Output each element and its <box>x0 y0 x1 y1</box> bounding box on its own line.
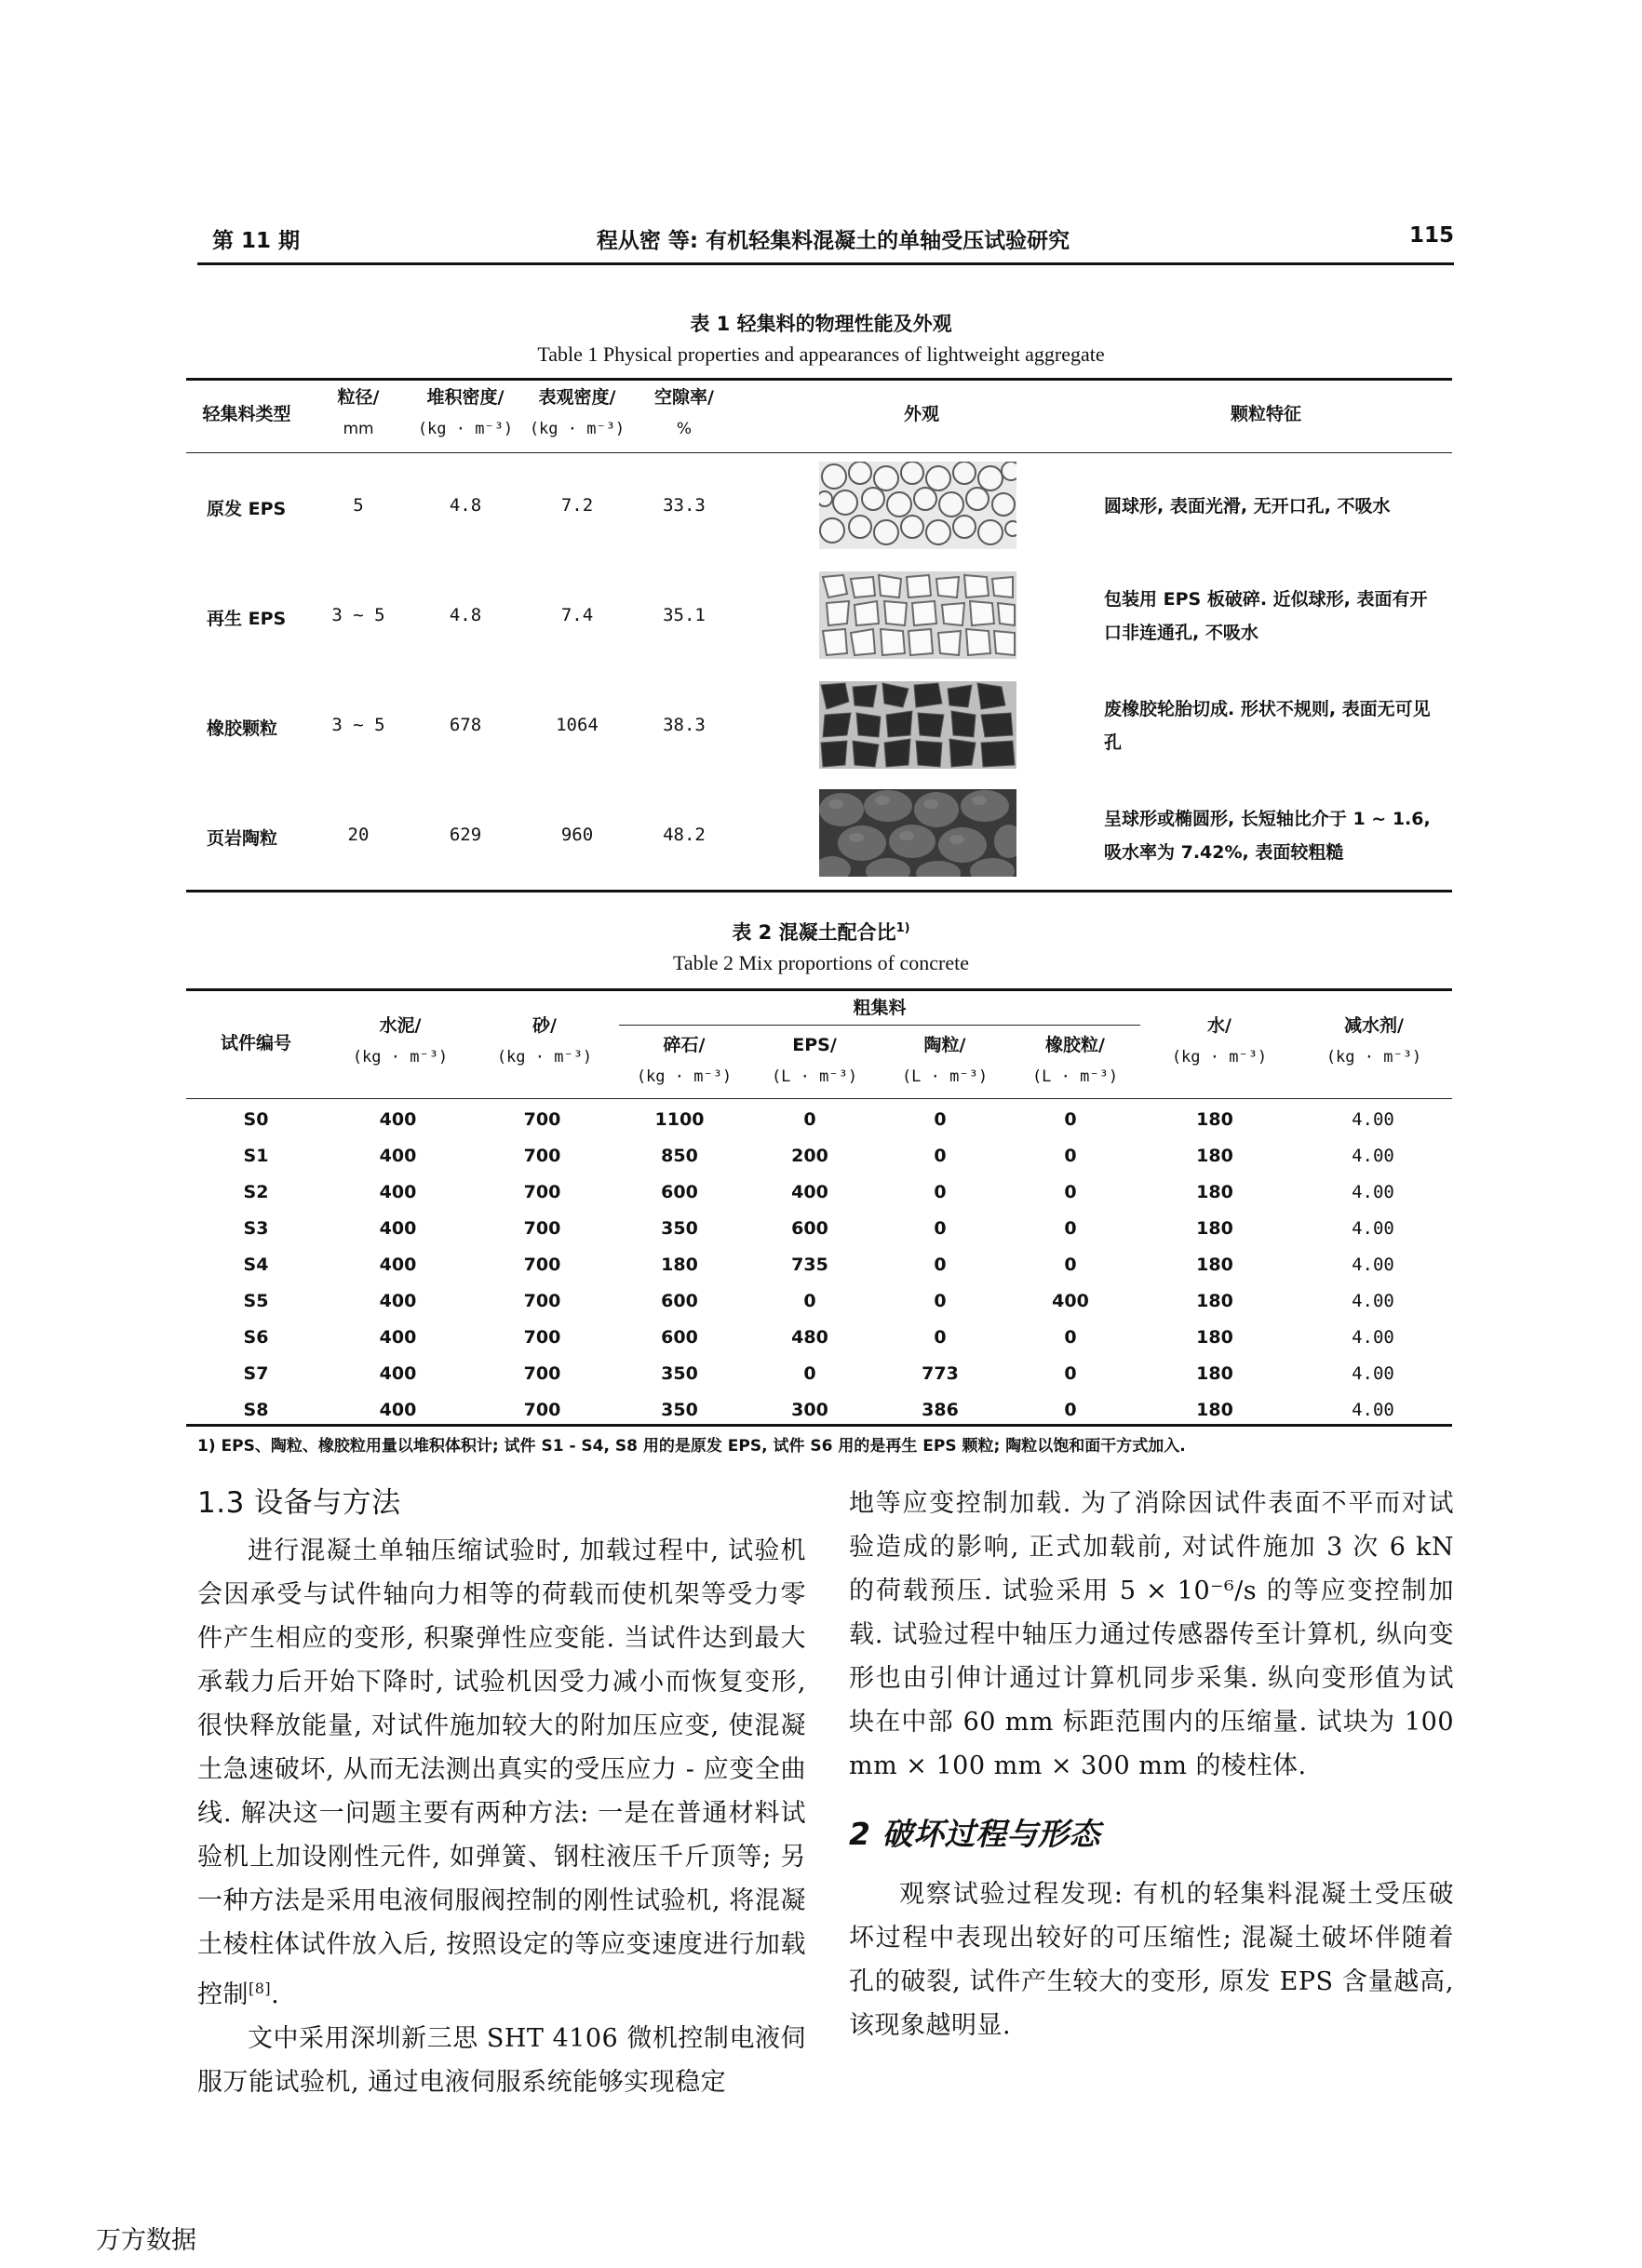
t1-header-size-name: 粒径/ <box>337 387 380 408</box>
table-cell: 4.00 <box>1352 1399 1394 1420</box>
t2-header-cement-unit: (kg · m⁻³) <box>352 1048 449 1067</box>
table-cell: 400 <box>791 1181 828 1202</box>
table-cell: 600 <box>791 1217 828 1239</box>
table-cell: S1 <box>243 1145 269 1166</box>
table-row <box>186 1246 1452 1282</box>
table-cell: 700 <box>523 1254 561 1275</box>
table-cell: 700 <box>523 1145 561 1166</box>
header-rule <box>197 262 1454 265</box>
t1-header-apparent-name: 表观密度/ <box>538 387 616 408</box>
t2-header-gravel-name: 碎石/ <box>663 1035 706 1055</box>
right-paragraph-2: 观察试验过程发现: 有机的轻集料混凝土受压破坏过程中表现出较好的可压缩性; 混凝土破坏伴随着孔的破裂, 试件产生较大的变形, 原发 EPS 含量越高, 该现象越明显. <box>849 1880 1454 2040</box>
table-cell: 700 <box>523 1326 561 1348</box>
t1-row-void: 38.3 <box>663 715 706 735</box>
t2-header-gravel-unit: (kg · m⁻³) <box>636 1067 733 1086</box>
t1-row-void: 33.3 <box>663 495 706 516</box>
table-cell: 180 <box>1196 1181 1233 1202</box>
table1-caption-en: Table 1 Physical properties and appearances of lightweight aggregate <box>537 342 1105 366</box>
table-cell: 700 <box>523 1181 561 1202</box>
table-cell: 0 <box>1064 1181 1077 1202</box>
t1-row-type: 橡胶颗粒 <box>207 718 278 739</box>
table-cell: 480 <box>791 1326 828 1348</box>
table-cell: 400 <box>379 1254 417 1275</box>
table-cell: 200 <box>791 1145 828 1166</box>
t2-header-id: 试件编号 <box>220 1033 291 1053</box>
t2-header-water-name: 水/ <box>1207 1015 1232 1036</box>
table1-caption-zh: 表 1 轻集料的物理性能及外观 <box>690 313 952 335</box>
table-cell: 350 <box>661 1399 698 1420</box>
t1-row-bulk: 4.8 <box>449 495 482 516</box>
eps-recycled-photo <box>819 571 1016 659</box>
table2-top-rule <box>186 988 1452 991</box>
table-cell: S0 <box>243 1108 269 1130</box>
t1-header-bulk <box>410 382 521 445</box>
table-cell: 600 <box>661 1326 698 1348</box>
table2-caption-zh <box>0 918 1642 946</box>
left-paragraph-2: 文中采用深圳新三思 SHT 4106 微机控制电液伺服万能试验机, 通过电液伺服系统能够实现稳定 <box>197 2024 806 2097</box>
table-cell: 700 <box>523 1217 561 1239</box>
table-cell: 700 <box>523 1108 561 1130</box>
t1-row-size: 20 <box>347 825 370 845</box>
table-cell: 4.00 <box>1352 1217 1394 1239</box>
t1-header-size <box>316 382 400 445</box>
t2-header-reducer <box>1296 1010 1452 1073</box>
t1-row-type: 原发 EPS <box>207 499 287 519</box>
table-cell: 400 <box>1052 1290 1089 1311</box>
table-cell: 4.00 <box>1352 1362 1394 1384</box>
table-cell: 400 <box>379 1108 417 1130</box>
table-cell: 400 <box>379 1290 417 1311</box>
table-cell: 180 <box>661 1254 698 1275</box>
table-cell: 4.00 <box>1352 1108 1394 1130</box>
table-cell: 400 <box>379 1217 417 1239</box>
table-cell: 735 <box>791 1254 828 1275</box>
t1-header-void-name: 空隙率/ <box>654 387 714 408</box>
left-paragraph-1-end: . <box>271 1980 280 2009</box>
table-cell: 0 <box>934 1326 947 1348</box>
table-cell: 180 <box>1196 1326 1233 1348</box>
table-cell: 4.00 <box>1352 1326 1394 1348</box>
t2-header-ceramsite <box>880 1029 1010 1093</box>
table-cell: 4.00 <box>1352 1254 1394 1275</box>
table-cell: 180 <box>1196 1399 1233 1420</box>
t1-row-size: 3 ~ 5 <box>331 715 385 735</box>
right-column <box>849 1482 1454 2047</box>
t1-row-feature: 呈球形或椭圆形, 长短轴比介于 1 ~ 1.6, 吸水率为 7.42%, 表面较粗糙 <box>1104 809 1431 863</box>
table-cell: 700 <box>523 1362 561 1384</box>
table-cell: 1100 <box>654 1108 705 1130</box>
t2-header-sand <box>475 1010 614 1073</box>
table-row <box>186 1210 1452 1246</box>
t1-row-type: 页岩陶粒 <box>207 828 278 849</box>
table-cell: 400 <box>379 1399 417 1420</box>
table-cell: S7 <box>243 1362 269 1384</box>
table-cell: 600 <box>661 1290 698 1311</box>
table-cell: S5 <box>243 1290 269 1311</box>
table-cell: 300 <box>791 1399 828 1420</box>
section-1-3-heading: 1.3 设备与方法 <box>197 1486 401 1520</box>
t1-header-size-unit: mm <box>343 420 374 438</box>
left-column <box>197 1482 806 2104</box>
table-row <box>186 1391 1452 1428</box>
t2-body <box>186 1101 1452 1428</box>
t2-header-cement <box>330 1010 470 1073</box>
table-cell: 0 <box>1064 1217 1077 1239</box>
t1-row-feature: 圆球形, 表面光滑, 无开口孔, 不吸水 <box>1104 496 1391 517</box>
t2-header-eps-name: EPS/ <box>792 1035 837 1055</box>
table-cell: 350 <box>661 1217 698 1239</box>
table-cell: 4.00 <box>1352 1181 1394 1202</box>
t1-header-bulk-unit: (kg · m⁻³) <box>417 420 514 438</box>
t1-row-apparent: 1064 <box>556 715 599 735</box>
t2-header-sand-unit: (kg · m⁻³) <box>496 1048 593 1067</box>
table-cell: 0 <box>1064 1399 1077 1420</box>
t1-header-apparent-unit: (kg · m⁻³) <box>529 420 626 438</box>
t1-row-type: 再生 EPS <box>207 609 287 629</box>
t2-header-rubber <box>1010 1029 1140 1093</box>
table-cell: 386 <box>922 1399 959 1420</box>
table-cell: 0 <box>803 1108 816 1130</box>
table-row <box>186 1137 1452 1174</box>
issue-number: 第 11 期 <box>212 229 301 253</box>
wanfang-watermark: 万方数据 <box>96 2226 196 2255</box>
table-cell: 0 <box>1064 1145 1077 1166</box>
t1-row-bulk: 629 <box>449 825 482 845</box>
table-row <box>186 1101 1452 1137</box>
t2-header-reducer-name: 减水剂/ <box>1344 1015 1404 1036</box>
t2-header-cement-name: 水泥/ <box>379 1015 422 1036</box>
table-cell: S8 <box>243 1399 269 1420</box>
table-cell: 180 <box>1196 1217 1233 1239</box>
table2-footnote: 1) EPS、陶粒、橡胶粒用量以堆积体积计; 试件 S1 - S4, S8 用的是原发 EPS, 试件 S6 用的是再生 EPS 颗粒; 陶粒以饱和面干方式加入. <box>197 1437 1186 1456</box>
t2-header-coarse: 粗集料 <box>853 998 907 1018</box>
t1-header-bulk-name: 堆积密度/ <box>426 387 505 408</box>
t1-row-void: 48.2 <box>663 825 706 845</box>
t1-row-size: 5 <box>353 495 364 516</box>
table-cell: S3 <box>243 1217 269 1239</box>
table-row <box>186 1319 1452 1355</box>
table-cell: 180 <box>1196 1290 1233 1311</box>
t2-header-rubber-unit: (L · m⁻³) <box>1031 1067 1119 1086</box>
eps-original-photo <box>819 462 1016 549</box>
t1-row-apparent: 960 <box>560 825 594 845</box>
table-cell: 773 <box>922 1362 959 1384</box>
left-paragraph-1-text: 进行混凝土单轴压缩试验时, 加载过程中, 试验机会因承受与试件轴向力相等的荷载而使机架等受力零件产生相应的变形, 积聚弹性应变能. 当试件达到最大承载力后开始下降时, 试验机因受力减小而恢复变形, 很快释放能量, 对试件施加较大的附加压应变, 使混凝土急速破坏, 从而无法测出真实的受压应力 - 应变全曲线. 解决这一问题主要有两种方法: 一是在普通材料试验机上加设刚性元件, 如弹簧、钢柱液压千斤顶等; 另一种方法是采用电液伺服阀控制的刚性试验机, 将混凝土棱柱体试件放入后, 按照设定的等应变速度进行加载控制 <box>197 1537 806 2009</box>
t1-row-bulk: 678 <box>449 715 482 735</box>
table-row <box>186 1282 1452 1319</box>
table1-top-rule <box>186 378 1452 381</box>
table1-bottom-rule <box>186 890 1452 892</box>
table-cell: 0 <box>1064 1254 1077 1275</box>
t2-header-reducer-unit: (kg · m⁻³) <box>1326 1048 1422 1067</box>
table-cell: S4 <box>243 1254 269 1275</box>
ceramsite-photo <box>819 789 1016 877</box>
t1-header-void <box>638 382 731 445</box>
t1-header-appearance: 外观 <box>903 404 939 424</box>
table-cell: 0 <box>934 1181 947 1202</box>
table-cell: 350 <box>661 1362 698 1384</box>
table-cell: 0 <box>934 1254 947 1275</box>
t2-header-ceramsite-name: 陶粒/ <box>923 1035 966 1055</box>
table-cell: 0 <box>934 1290 947 1311</box>
t1-row-apparent: 7.2 <box>560 495 594 516</box>
t2-header-gravel <box>619 1029 749 1093</box>
rubber-granule-photo <box>819 681 1016 769</box>
table-cell: 0 <box>934 1108 947 1130</box>
section-2-heading: 2 破坏过程与形态 <box>849 1816 1100 1852</box>
table-cell: 400 <box>379 1362 417 1384</box>
table-cell: S6 <box>243 1326 269 1348</box>
table-cell: 0 <box>803 1290 816 1311</box>
table-cell: 850 <box>661 1145 698 1166</box>
table-cell: 4.00 <box>1352 1290 1394 1311</box>
t2-header-water-unit: (kg · m⁻³) <box>1171 1048 1268 1067</box>
running-header <box>212 223 1454 264</box>
table-row <box>186 1174 1452 1210</box>
table2-caption-en: Table 2 Mix proportions of concrete <box>673 951 969 974</box>
t2-header-eps-unit: (L · m⁻³) <box>771 1067 858 1086</box>
t2-header-water <box>1145 1010 1294 1073</box>
t1-header-void-unit: % <box>676 420 693 438</box>
table2-caption-note: 1) <box>895 921 910 935</box>
mix-proportions-table <box>186 1101 1452 1428</box>
t1-header-apparent <box>521 382 633 445</box>
citation-8: [8] <box>249 1979 272 1997</box>
table2-coarse-rule <box>619 1025 1140 1026</box>
table-cell: 700 <box>523 1290 561 1311</box>
table-cell: 4.00 <box>1352 1145 1394 1166</box>
table2-caption-text: 表 2 混凝土配合比 <box>732 921 896 944</box>
table-cell: 600 <box>661 1181 698 1202</box>
t2-header-eps <box>749 1029 880 1093</box>
table-cell: 180 <box>1196 1254 1233 1275</box>
running-title: 程从密 等: 有机轻集料混凝土的单轴受压试验研究 <box>596 229 1070 253</box>
table-cell: 0 <box>934 1145 947 1166</box>
t2-header-rubber-name: 橡胶粒/ <box>1045 1035 1105 1055</box>
table-cell: 0 <box>1064 1108 1077 1130</box>
table-cell: 700 <box>523 1399 561 1420</box>
table-cell: 400 <box>379 1181 417 1202</box>
t1-row-apparent: 7.4 <box>560 605 594 625</box>
t1-header-feature: 颗粒特征 <box>1230 404 1301 424</box>
table-cell: 180 <box>1196 1145 1233 1166</box>
t1-row-void: 35.1 <box>663 605 706 625</box>
table1-head-rule <box>186 452 1452 453</box>
table-cell: 0 <box>1064 1362 1077 1384</box>
table-cell: 400 <box>379 1145 417 1166</box>
table-row <box>186 1355 1452 1391</box>
table-cell: 0 <box>934 1217 947 1239</box>
t2-header-ceramsite-unit: (L · m⁻³) <box>901 1067 989 1086</box>
table-cell: 0 <box>1064 1326 1077 1348</box>
left-paragraph-1 <box>197 1529 806 2017</box>
t1-row-bulk: 4.8 <box>449 605 482 625</box>
table-cell: S2 <box>243 1181 269 1202</box>
table-cell: 0 <box>803 1362 816 1384</box>
t2-header-sand-name: 砂/ <box>532 1015 557 1036</box>
t1-row-feature: 包装用 EPS 板破碎. 近似球形, 表面有开口非连通孔, 不吸水 <box>1104 589 1428 643</box>
t1-row-size: 3 ~ 5 <box>331 605 385 625</box>
table-cell: 180 <box>1196 1362 1233 1384</box>
right-paragraph-1: 地等应变控制加载. 为了消除因试件表面不平而对试验造成的影响, 正式加载前, 对试件施加 3 次 6 kN 的荷载预压. 试验采用 5 × 10⁻⁶/s 的等应变控制加载. 试验过程中轴压力通过传感器传至计算机, 纵向变形也由引伸计通过计算机同步采集. 纵向变形值为试块在中部 60 mm 标距范围内的压缩量. 试块为 100 mm × 100 mm × 300 mm 的棱柱体. <box>849 1489 1454 1780</box>
table-cell: 400 <box>379 1326 417 1348</box>
page-number: 115 <box>1408 223 1454 248</box>
t1-header-type: 轻集料类型 <box>202 404 291 424</box>
table2-head-rule <box>186 1098 1452 1099</box>
t1-row-feature: 废橡胶轮胎切成. 形状不规则, 表面无可见孔 <box>1104 699 1431 753</box>
table-cell: 180 <box>1196 1108 1233 1130</box>
